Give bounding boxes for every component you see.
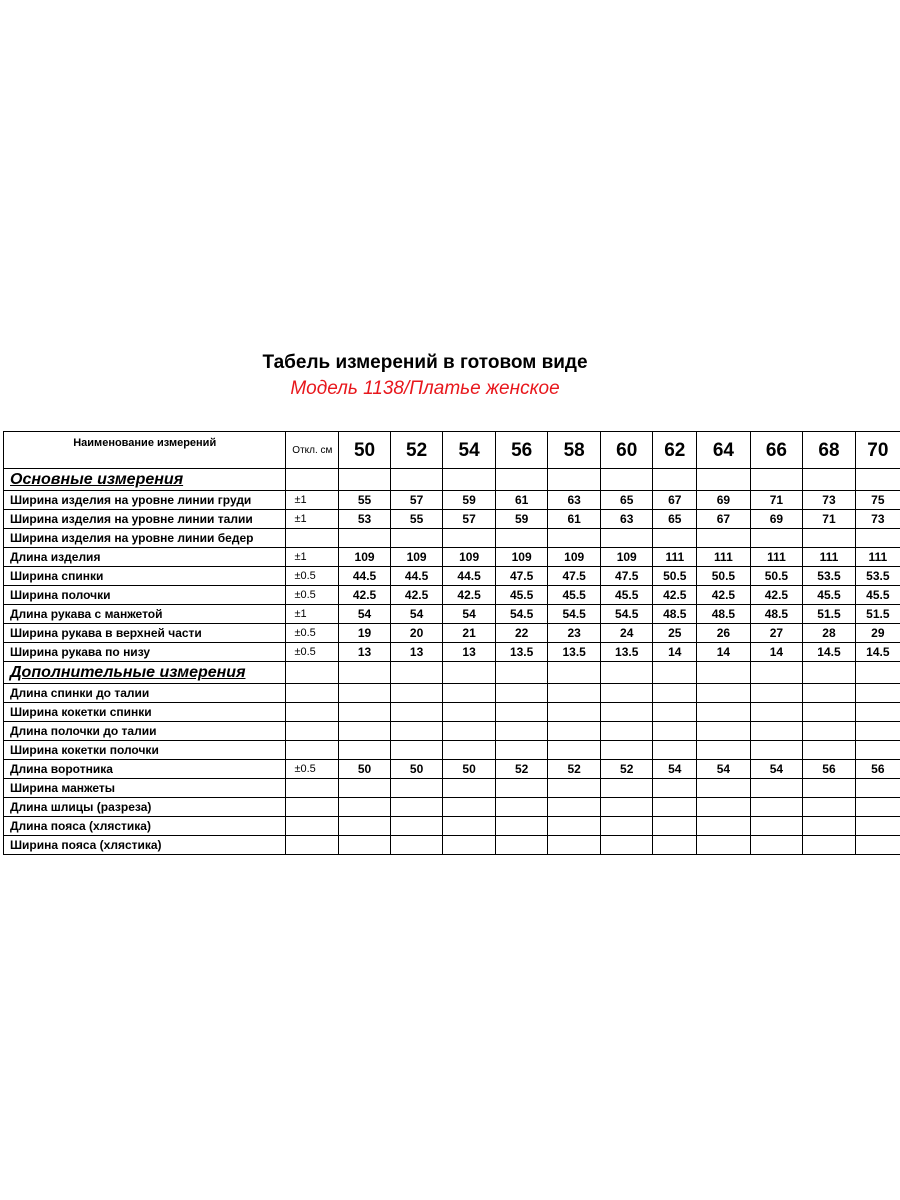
measurement-name: Ширина кокетки полочки bbox=[4, 741, 286, 760]
value-cell: 42.5 bbox=[653, 586, 697, 605]
value-cell: 52 bbox=[548, 760, 601, 779]
measurement-name: Длина рукава с манжетой bbox=[4, 605, 286, 624]
value-cell: 54 bbox=[653, 760, 697, 779]
value-cell: 45.5 bbox=[548, 586, 601, 605]
value-cell bbox=[803, 741, 856, 760]
table-row bbox=[4, 586, 900, 605]
value-cell bbox=[443, 722, 496, 741]
value-cell bbox=[339, 703, 391, 722]
table-row bbox=[4, 643, 900, 662]
value-cell: 14.5 bbox=[855, 643, 900, 662]
value-cell bbox=[339, 741, 391, 760]
value-cell bbox=[495, 703, 548, 722]
value-cell: 71 bbox=[750, 491, 803, 510]
value-cell bbox=[600, 722, 653, 741]
value-cell bbox=[443, 817, 496, 836]
value-cell: 28 bbox=[803, 624, 856, 643]
empty-cell bbox=[600, 662, 653, 684]
value-cell: 53.5 bbox=[803, 567, 856, 586]
size-column-header: 54 bbox=[443, 432, 496, 469]
value-cell: 109 bbox=[495, 548, 548, 567]
table-row bbox=[4, 836, 900, 855]
value-cell: 47.5 bbox=[600, 567, 653, 586]
value-cell: 54 bbox=[443, 605, 496, 624]
value-cell bbox=[653, 722, 697, 741]
value-cell: 61 bbox=[548, 510, 601, 529]
value-cell bbox=[548, 703, 601, 722]
value-cell: 29 bbox=[855, 624, 900, 643]
value-cell: 111 bbox=[653, 548, 697, 567]
measurement-name: Ширина кокетки спинки bbox=[4, 703, 286, 722]
value-cell bbox=[750, 741, 803, 760]
table-row bbox=[4, 684, 900, 703]
value-cell bbox=[750, 684, 803, 703]
value-cell bbox=[697, 684, 751, 703]
value-cell: 50 bbox=[339, 760, 391, 779]
value-cell bbox=[855, 741, 900, 760]
table-row bbox=[4, 703, 900, 722]
value-cell: 69 bbox=[697, 491, 751, 510]
value-cell bbox=[600, 836, 653, 855]
name-column-header: Наименование измерений bbox=[4, 432, 286, 469]
value-cell bbox=[653, 836, 697, 855]
tolerance-cell bbox=[286, 529, 339, 548]
value-cell: 20 bbox=[390, 624, 443, 643]
value-cell bbox=[600, 798, 653, 817]
value-cell: 54.5 bbox=[495, 605, 548, 624]
value-cell bbox=[855, 529, 900, 548]
table-row bbox=[4, 760, 900, 779]
value-cell bbox=[390, 836, 443, 855]
table-row bbox=[4, 779, 900, 798]
value-cell: 71 bbox=[803, 510, 856, 529]
value-cell: 42.5 bbox=[443, 586, 496, 605]
value-cell: 109 bbox=[443, 548, 496, 567]
value-cell bbox=[339, 798, 391, 817]
tolerance-cell bbox=[286, 684, 339, 703]
value-cell bbox=[339, 779, 391, 798]
value-cell bbox=[653, 529, 697, 548]
size-column-header: 62 bbox=[653, 432, 697, 469]
value-cell: 13 bbox=[339, 643, 391, 662]
value-cell: 44.5 bbox=[443, 567, 496, 586]
value-cell: 59 bbox=[443, 491, 496, 510]
measurement-name: Длина воротника bbox=[4, 760, 286, 779]
value-cell: 13.5 bbox=[495, 643, 548, 662]
value-cell: 27 bbox=[750, 624, 803, 643]
tolerance-cell: ±1 bbox=[286, 491, 339, 510]
value-cell: 65 bbox=[600, 491, 653, 510]
size-column-header: 56 bbox=[495, 432, 548, 469]
tolerance-cell: ±1 bbox=[286, 605, 339, 624]
value-cell: 13.5 bbox=[600, 643, 653, 662]
value-cell: 50 bbox=[390, 760, 443, 779]
empty-cell bbox=[548, 662, 601, 684]
value-cell: 26 bbox=[697, 624, 751, 643]
tolerance-cell: ±0.5 bbox=[286, 760, 339, 779]
empty-cell bbox=[286, 469, 339, 491]
value-cell bbox=[697, 722, 751, 741]
value-cell: 44.5 bbox=[390, 567, 443, 586]
value-cell bbox=[339, 722, 391, 741]
measurement-name: Ширина рукава по низу bbox=[4, 643, 286, 662]
value-cell: 24 bbox=[600, 624, 653, 643]
value-cell bbox=[548, 779, 601, 798]
size-column-header: 60 bbox=[600, 432, 653, 469]
value-cell: 53 bbox=[339, 510, 391, 529]
value-cell: 14 bbox=[697, 643, 751, 662]
value-cell bbox=[855, 684, 900, 703]
measurement-name: Ширина пояса (хлястика) bbox=[4, 836, 286, 855]
size-column-header: 70 bbox=[855, 432, 900, 469]
value-cell bbox=[600, 529, 653, 548]
value-cell: 65 bbox=[653, 510, 697, 529]
tolerance-cell bbox=[286, 722, 339, 741]
empty-cell bbox=[339, 662, 391, 684]
empty-cell bbox=[750, 469, 803, 491]
value-cell bbox=[803, 817, 856, 836]
value-cell: 73 bbox=[855, 510, 900, 529]
measurement-name: Длина изделия bbox=[4, 548, 286, 567]
value-cell bbox=[803, 684, 856, 703]
value-cell bbox=[803, 779, 856, 798]
value-cell bbox=[495, 779, 548, 798]
value-cell: 47.5 bbox=[495, 567, 548, 586]
value-cell: 59 bbox=[495, 510, 548, 529]
value-cell: 50.5 bbox=[750, 567, 803, 586]
value-cell bbox=[495, 741, 548, 760]
value-cell bbox=[855, 836, 900, 855]
value-cell: 109 bbox=[548, 548, 601, 567]
value-cell bbox=[548, 741, 601, 760]
table-row bbox=[4, 741, 900, 760]
size-column-header: 64 bbox=[697, 432, 751, 469]
empty-cell bbox=[803, 662, 856, 684]
value-cell bbox=[697, 836, 751, 855]
value-cell bbox=[548, 722, 601, 741]
value-cell bbox=[653, 741, 697, 760]
tolerance-cell bbox=[286, 798, 339, 817]
value-cell: 56 bbox=[855, 760, 900, 779]
value-cell: 111 bbox=[750, 548, 803, 567]
measurement-name: Ширина спинки bbox=[4, 567, 286, 586]
value-cell: 42.5 bbox=[390, 586, 443, 605]
value-cell: 23 bbox=[548, 624, 601, 643]
value-cell: 69 bbox=[750, 510, 803, 529]
value-cell: 50.5 bbox=[697, 567, 751, 586]
table-row bbox=[4, 817, 900, 836]
value-cell: 52 bbox=[600, 760, 653, 779]
value-cell: 48.5 bbox=[750, 605, 803, 624]
table-header-row bbox=[4, 432, 900, 469]
value-cell bbox=[600, 779, 653, 798]
tolerance-cell: ±0.5 bbox=[286, 643, 339, 662]
empty-cell bbox=[443, 662, 496, 684]
value-cell bbox=[750, 703, 803, 722]
value-cell bbox=[600, 817, 653, 836]
table-row bbox=[4, 798, 900, 817]
table-row bbox=[4, 548, 900, 567]
value-cell: 42.5 bbox=[697, 586, 751, 605]
empty-cell bbox=[495, 469, 548, 491]
value-cell bbox=[653, 817, 697, 836]
value-cell: 48.5 bbox=[697, 605, 751, 624]
value-cell bbox=[803, 529, 856, 548]
value-cell: 19 bbox=[339, 624, 391, 643]
tolerance-cell bbox=[286, 741, 339, 760]
value-cell bbox=[339, 836, 391, 855]
value-cell bbox=[495, 817, 548, 836]
value-cell: 109 bbox=[339, 548, 391, 567]
value-cell bbox=[653, 779, 697, 798]
empty-cell bbox=[653, 469, 697, 491]
value-cell: 109 bbox=[390, 548, 443, 567]
table-row bbox=[4, 722, 900, 741]
value-cell: 53.5 bbox=[855, 567, 900, 586]
value-cell bbox=[697, 529, 751, 548]
empty-cell bbox=[286, 662, 339, 684]
value-cell bbox=[803, 798, 856, 817]
value-cell: 22 bbox=[495, 624, 548, 643]
value-cell bbox=[855, 817, 900, 836]
measurement-name: Ширина рукава в верхней части bbox=[4, 624, 286, 643]
section-title: Основные измерения bbox=[4, 469, 286, 491]
value-cell: 111 bbox=[803, 548, 856, 567]
value-cell bbox=[697, 779, 751, 798]
value-cell: 111 bbox=[855, 548, 900, 567]
value-cell: 45.5 bbox=[600, 586, 653, 605]
value-cell: 13 bbox=[443, 643, 496, 662]
value-cell: 54 bbox=[339, 605, 391, 624]
value-cell: 54 bbox=[750, 760, 803, 779]
size-column-header: 50 bbox=[339, 432, 391, 469]
value-cell: 14 bbox=[653, 643, 697, 662]
value-cell bbox=[548, 798, 601, 817]
value-cell: 48.5 bbox=[653, 605, 697, 624]
value-cell: 63 bbox=[548, 491, 601, 510]
value-cell: 73 bbox=[803, 491, 856, 510]
empty-cell bbox=[443, 469, 496, 491]
value-cell: 47.5 bbox=[548, 567, 601, 586]
value-cell bbox=[443, 741, 496, 760]
tolerance-cell bbox=[286, 817, 339, 836]
value-cell bbox=[495, 836, 548, 855]
value-cell: 45.5 bbox=[495, 586, 548, 605]
value-cell bbox=[855, 779, 900, 798]
value-cell: 67 bbox=[653, 491, 697, 510]
table-row bbox=[4, 605, 900, 624]
value-cell bbox=[495, 798, 548, 817]
value-cell bbox=[750, 779, 803, 798]
value-cell: 25 bbox=[653, 624, 697, 643]
empty-cell bbox=[339, 469, 391, 491]
value-cell: 13.5 bbox=[548, 643, 601, 662]
value-cell: 21 bbox=[443, 624, 496, 643]
measurement-name: Длина полочки до талии bbox=[4, 722, 286, 741]
value-cell: 54.5 bbox=[600, 605, 653, 624]
value-cell: 61 bbox=[495, 491, 548, 510]
empty-cell bbox=[495, 662, 548, 684]
value-cell bbox=[600, 703, 653, 722]
value-cell: 51.5 bbox=[855, 605, 900, 624]
value-cell: 63 bbox=[600, 510, 653, 529]
size-column-header: 68 bbox=[803, 432, 856, 469]
value-cell bbox=[855, 798, 900, 817]
empty-cell bbox=[390, 662, 443, 684]
value-cell: 51.5 bbox=[803, 605, 856, 624]
value-cell: 57 bbox=[390, 491, 443, 510]
value-cell bbox=[697, 817, 751, 836]
measurement-name: Длина пояса (хлястика) bbox=[4, 817, 286, 836]
measurement-name: Ширина изделия на уровне линии талии bbox=[4, 510, 286, 529]
value-cell bbox=[390, 722, 443, 741]
value-cell: 14.5 bbox=[803, 643, 856, 662]
value-cell bbox=[390, 741, 443, 760]
tolerance-cell: ±1 bbox=[286, 510, 339, 529]
value-cell bbox=[443, 798, 496, 817]
value-cell: 50.5 bbox=[653, 567, 697, 586]
empty-cell bbox=[653, 662, 697, 684]
table-row bbox=[4, 624, 900, 643]
table-row bbox=[4, 567, 900, 586]
table-row bbox=[4, 491, 900, 510]
value-cell bbox=[390, 703, 443, 722]
measurement-name: Ширина полочки bbox=[4, 586, 286, 605]
value-cell bbox=[653, 703, 697, 722]
value-cell: 54 bbox=[697, 760, 751, 779]
tolerance-cell: ±0.5 bbox=[286, 586, 339, 605]
value-cell: 42.5 bbox=[339, 586, 391, 605]
value-cell bbox=[803, 703, 856, 722]
value-cell bbox=[697, 703, 751, 722]
empty-cell bbox=[855, 469, 900, 491]
value-cell bbox=[803, 836, 856, 855]
value-cell: 14 bbox=[750, 643, 803, 662]
value-cell: 109 bbox=[600, 548, 653, 567]
value-cell: 55 bbox=[390, 510, 443, 529]
value-cell: 55 bbox=[339, 491, 391, 510]
value-cell bbox=[495, 722, 548, 741]
section-header-row bbox=[4, 469, 900, 491]
value-cell bbox=[548, 817, 601, 836]
value-cell: 54.5 bbox=[548, 605, 601, 624]
tolerance-cell: ±1 bbox=[286, 548, 339, 567]
empty-cell bbox=[855, 662, 900, 684]
value-cell: 75 bbox=[855, 491, 900, 510]
tolerance-cell bbox=[286, 836, 339, 855]
value-cell bbox=[390, 779, 443, 798]
tolerance-column-header: Откл. см bbox=[286, 432, 339, 469]
value-cell bbox=[390, 798, 443, 817]
value-cell: 42.5 bbox=[750, 586, 803, 605]
value-cell bbox=[697, 741, 751, 760]
measurement-name: Ширина изделия на уровне линии бедер bbox=[4, 529, 286, 548]
value-cell: 54 bbox=[390, 605, 443, 624]
section-title: Дополнительные измерения bbox=[4, 662, 286, 684]
tolerance-cell bbox=[286, 779, 339, 798]
measurement-name: Ширина манжеты bbox=[4, 779, 286, 798]
empty-cell bbox=[803, 469, 856, 491]
measurement-name: Ширина изделия на уровне линии груди bbox=[4, 491, 286, 510]
value-cell bbox=[750, 529, 803, 548]
empty-cell bbox=[697, 662, 751, 684]
value-cell bbox=[443, 703, 496, 722]
page-title: Табель измерений в готовом виде bbox=[262, 352, 588, 373]
value-cell: 13 bbox=[390, 643, 443, 662]
value-cell bbox=[750, 817, 803, 836]
value-cell bbox=[600, 741, 653, 760]
value-cell bbox=[495, 529, 548, 548]
value-cell bbox=[750, 798, 803, 817]
empty-cell bbox=[697, 469, 751, 491]
value-cell bbox=[855, 722, 900, 741]
value-cell bbox=[548, 684, 601, 703]
empty-cell bbox=[548, 469, 601, 491]
value-cell bbox=[697, 798, 751, 817]
value-cell bbox=[750, 722, 803, 741]
value-cell bbox=[600, 684, 653, 703]
empty-cell bbox=[390, 469, 443, 491]
value-cell bbox=[548, 836, 601, 855]
value-cell: 52 bbox=[495, 760, 548, 779]
table-row bbox=[4, 529, 900, 548]
value-cell bbox=[443, 529, 496, 548]
tolerance-cell: ±0.5 bbox=[286, 624, 339, 643]
value-cell bbox=[443, 779, 496, 798]
size-column-header: 58 bbox=[548, 432, 601, 469]
value-cell bbox=[443, 836, 496, 855]
tolerance-cell bbox=[286, 703, 339, 722]
size-column-header: 66 bbox=[750, 432, 803, 469]
value-cell: 50 bbox=[443, 760, 496, 779]
value-cell: 44.5 bbox=[339, 567, 391, 586]
value-cell bbox=[390, 529, 443, 548]
value-cell bbox=[443, 684, 496, 703]
value-cell bbox=[339, 529, 391, 548]
value-cell bbox=[750, 836, 803, 855]
measurements-table bbox=[3, 431, 900, 855]
value-cell: 57 bbox=[443, 510, 496, 529]
value-cell bbox=[653, 798, 697, 817]
value-cell bbox=[495, 684, 548, 703]
value-cell bbox=[855, 703, 900, 722]
value-cell bbox=[339, 817, 391, 836]
measurement-name: Длина шлицы (разреза) bbox=[4, 798, 286, 817]
measurement-name: Длина спинки до талии bbox=[4, 684, 286, 703]
value-cell bbox=[548, 529, 601, 548]
table-row bbox=[4, 510, 900, 529]
size-column-header: 52 bbox=[390, 432, 443, 469]
value-cell: 67 bbox=[697, 510, 751, 529]
value-cell bbox=[390, 817, 443, 836]
value-cell: 111 bbox=[697, 548, 751, 567]
value-cell bbox=[339, 684, 391, 703]
value-cell: 45.5 bbox=[855, 586, 900, 605]
value-cell: 56 bbox=[803, 760, 856, 779]
empty-cell bbox=[600, 469, 653, 491]
section-header-row bbox=[4, 662, 900, 684]
model-subtitle: Модель 1138/Платье женское bbox=[290, 378, 560, 399]
value-cell bbox=[390, 684, 443, 703]
value-cell bbox=[653, 684, 697, 703]
value-cell bbox=[803, 722, 856, 741]
tolerance-cell: ±0.5 bbox=[286, 567, 339, 586]
value-cell: 45.5 bbox=[803, 586, 856, 605]
empty-cell bbox=[750, 662, 803, 684]
